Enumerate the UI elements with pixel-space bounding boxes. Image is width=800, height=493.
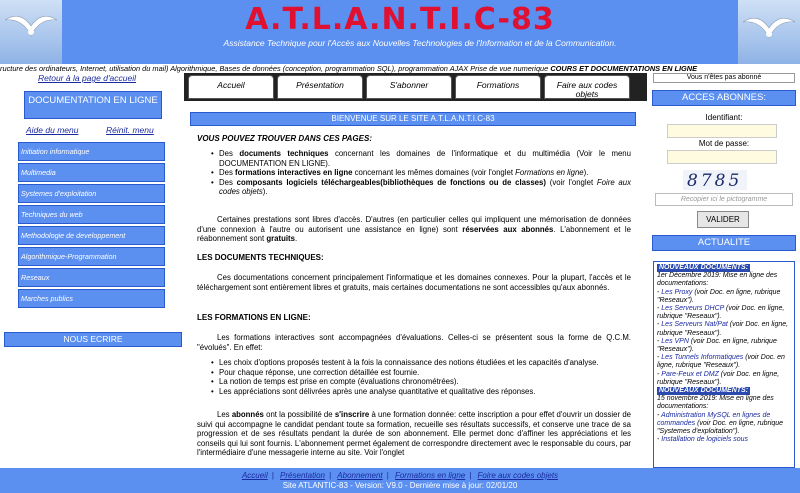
- footer-link-accueil[interactable]: Accueil: [241, 471, 268, 480]
- tab-sabonner[interactable]: S'abonner: [366, 75, 452, 99]
- tab-accueil[interactable]: Accueil: [188, 75, 274, 99]
- documentation-menu: [18, 142, 165, 310]
- seagull-image-right: [738, 0, 800, 64]
- news-item: - Administration MySQL en lignes de commandes (voir Doc. en ligne, rubrique "Systemes d'exploitation").: [657, 411, 784, 436]
- ticker-text: ructure des ordinateurs, Internet, utilisation du mail) Algorithmique, Bases de données (conception, programmation SQL), programmation AJAX Prise de vue numerique: [0, 64, 551, 73]
- menu-item-marches[interactable]: Marches publics: [18, 289, 165, 308]
- footer-link-presentation[interactable]: Présentation: [280, 471, 325, 480]
- site-footer: [0, 468, 800, 493]
- right-sidebar: [647, 73, 800, 468]
- back-home-link[interactable]: Retour à la page d'accueil: [38, 73, 137, 83]
- menu-item-methodologie[interactable]: Methodologie de developpement: [18, 226, 165, 245]
- site-header: [0, 0, 800, 64]
- list-item: • La notion de temps est prise en compte (évaluations chronométrées).: [211, 377, 631, 387]
- password-label: Mot de passe:: [698, 139, 750, 148]
- main-content: [184, 101, 646, 468]
- contact-button[interactable]: NOUS ECRIRE: [4, 332, 182, 347]
- captcha-text: 8785: [687, 171, 743, 190]
- news-title: ACTUALITE: [652, 235, 796, 251]
- menu-item-reseaux[interactable]: Reseaux: [18, 268, 165, 287]
- validate-button[interactable]: VALIDER: [697, 211, 749, 228]
- abonnes-paragraph: Les abonnés ont la possibilité de s'inscrire à une formation donnée: cette inscription a pour effet d'ouvrir un dossier de suivi qui accompagne le candidat pendant toute sa formation, recueille ses résultats successifs, et conserve une trace de sa progression et de ses résultats pendant la durée de son abonnement. Elle permet donc d'affiner les appréciations et les conseils qui lui sont fournis. L'abonnement permet également de correspondre directement avec le responsable du cours, par l'intermédiaire d'une messagerie interne au site. Voir l'onglet: [197, 410, 631, 458]
- news-link[interactable]: Installation de logiciels sous: [661, 436, 749, 444]
- list-item: • Des documents techniques concernant les domaines de l'informatique et du multimédia (Voir le menu DOCUMENTATION EN LIGNE).: [211, 149, 631, 168]
- tab-foire[interactable]: Faire aux codes objets: [544, 75, 630, 99]
- menu-item-web[interactable]: Techniques du web: [18, 205, 165, 224]
- welcome-banner: BIENVENUE SUR LE SITE A.T.L.A.N.T.I.C-83: [190, 112, 636, 126]
- list-item: • Les choix d'options proposés testent à la fois la connaissance des notions étudiées et les capacités d'analyse.: [211, 358, 631, 368]
- pages-heading: VOUS POUVEZ TROUVER DANS CES PAGES:: [197, 134, 372, 143]
- seagull-image-left: [0, 0, 62, 64]
- formations-list: [211, 358, 631, 396]
- news-item: - Les Serveurs Nat/Pat (voir Doc. en ligne, rubrique "Reseaux").: [657, 321, 789, 337]
- top-tabs: [184, 73, 647, 101]
- docs-paragraph: Ces documentations concernent principalement l'informatique et les domaines connexes. Pour la plupart, l'accès et le téléchargement sont entièrement libres et gratuits, mais certaines documentations ne sont accessibles qu'aux abonnés.: [197, 273, 631, 292]
- tab-formations[interactable]: Formations: [455, 75, 541, 99]
- password-input[interactable]: [667, 150, 777, 164]
- footer-version: Site ATLANTIC-83 - Version: V9.0 - Dernière mise à jour: 02/01/20: [282, 481, 518, 490]
- news-date: 1er Décembre 2019: Mise en ligne des documentations:: [657, 272, 778, 288]
- news-panel: [653, 261, 795, 468]
- news-ticker: [0, 64, 800, 73]
- news-link[interactable]: Administration MySQL en lignes de commandes: [657, 411, 771, 427]
- footer-link-abonnement[interactable]: Abonnement: [337, 471, 383, 480]
- news-date: 15 novembre 2019: Mise en ligne des documentations:: [657, 395, 774, 411]
- login-title: ACCES ABONNES:: [652, 90, 796, 106]
- formations-heading: LES FORMATIONS EN LIGNE:: [197, 313, 311, 322]
- documentation-title: DOCUMENTATION EN LIGNE: [24, 91, 162, 119]
- menu-item-multimedia[interactable]: Multimedia: [18, 163, 165, 182]
- footer-link-formations[interactable]: Formations en ligne: [394, 471, 466, 480]
- captcha-image: [683, 170, 747, 190]
- footer-links: Accueil | Présentation | Abonnement | Formations en ligne | Foire aux codes objets: [241, 471, 559, 480]
- username-label: Identifiant:: [705, 113, 743, 122]
- list-item: • Les appréciations sont délivrées après une analyse quantitative et qualitative des réponses.: [211, 387, 631, 397]
- menu-item-initiation[interactable]: Initiation informatique: [18, 142, 165, 161]
- news-item: - Installation de logiciels sous: [657, 436, 749, 444]
- pages-list: [211, 149, 631, 197]
- formations-paragraph: Les formations interactives sont accompagnées d'évaluations. Celles-ci se présentent sous la forme de Q.C.M. "évolués". En effet:: [197, 333, 631, 352]
- tab-presentation[interactable]: Présentation: [277, 75, 363, 99]
- left-sidebar: [0, 73, 184, 468]
- docs-heading: LES DOCUMENTS TECHNIQUES:: [197, 253, 324, 262]
- site-title: A.T.L.A.N.T.I.C-83: [245, 2, 555, 37]
- subscription-status: Vous n'êtes pas abonné: [653, 73, 795, 83]
- news-link[interactable]: Les Serveurs DHCP: [661, 305, 725, 313]
- news-link[interactable]: Les Serveurs Nat/Pat: [661, 321, 728, 329]
- footer-link-foire[interactable]: Foire aux codes objets: [477, 471, 559, 480]
- news-item: - Les Proxy (voir Doc. en ligne, rubrique "Reseaux").: [657, 288, 781, 304]
- menu-reset-link[interactable]: Réinit. menu: [106, 125, 154, 135]
- menu-help-link[interactable]: Aide du menu: [26, 125, 79, 135]
- captcha-input[interactable]: Recopier ici le pictogramme: [655, 193, 793, 206]
- news-item: - Les VPN (voir Doc. en ligne, rubrique "Reseaux").: [657, 337, 777, 354]
- news-item: - Les Tunnels Informatiques (voir Doc. en ligne, rubrique "Reseaux").: [657, 354, 785, 370]
- news-link[interactable]: Les Tunnels Informatiques: [661, 354, 744, 362]
- news-heading: NOUVEAUX DOCUMENTS:: [659, 264, 749, 271]
- news-link[interactable]: Les VPN: [661, 337, 689, 345]
- list-item: • Des formations interactives en ligne concernant les mêmes domaines (voir l'onglet Formations en ligne).: [211, 168, 631, 178]
- list-item: • Pour chaque réponse, une correction détaillée est fournie.: [211, 368, 631, 378]
- access-paragraph: Certaines prestations sont libres d'accès. D'autres (en particulier celles qui impliquent une mémorisation de données d'une connexion à l'autre ou autorisent une assistance en ligne) sont réservées aux abonnés. L'abonnement et le réabonnement sont gratuits.: [197, 215, 631, 244]
- news-item: - Les Serveurs DHCP (voir Doc. en ligne, rubrique "Reseaux").: [657, 305, 785, 321]
- news-link[interactable]: Les Proxy: [661, 288, 693, 296]
- site-subtitle: Assistance Technique pour l'Accès aux Nouvelles Technologies de l'Information et de la Communication.: [223, 38, 617, 48]
- news-item: - Pare-Feux et DMZ (voir Doc. en ligne, rubrique "Reseaux").: [657, 370, 780, 386]
- menu-item-algorithmique[interactable]: Algorithmique-Programmation: [18, 247, 165, 266]
- username-input[interactable]: [667, 124, 777, 138]
- news-heading: NOUVEAUX DOCUMENTS:: [659, 387, 749, 395]
- ticker-bold: COURS ET DOCUMENTATIONS EN LIGNE: [550, 64, 698, 73]
- menu-item-systemes[interactable]: Systemes d'exploitation: [18, 184, 165, 203]
- news-link[interactable]: Pare-Feux et DMZ: [661, 370, 719, 378]
- list-item: • Des composants logiciels téléchargeables(bibliothèques de fonctions ou de classes) (voir l'onglet Foire aux codes objets).: [211, 178, 631, 197]
